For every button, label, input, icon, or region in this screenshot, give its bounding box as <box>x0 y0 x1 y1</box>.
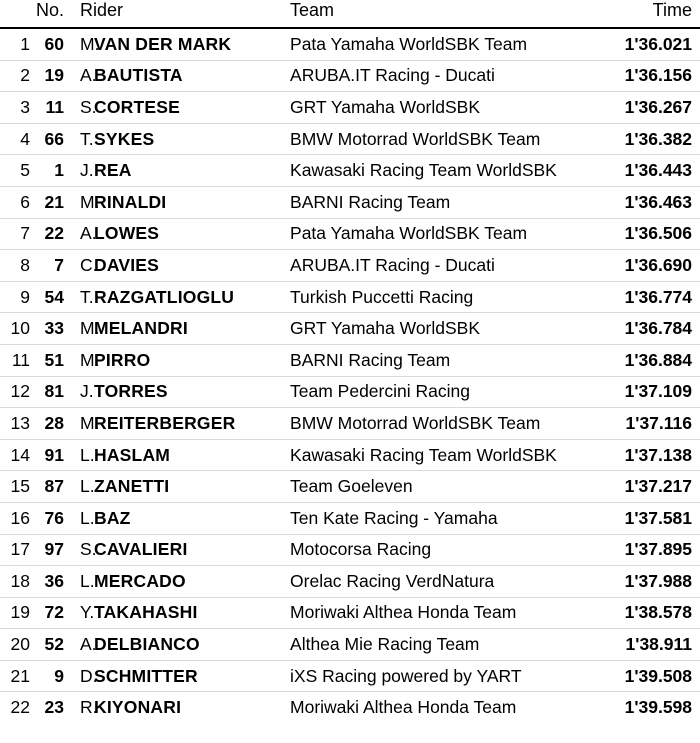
table-row <box>0 502 700 534</box>
cell-time: 1'37.138 <box>580 439 700 471</box>
table-row <box>0 629 700 661</box>
cell-rider-name: PIRRO <box>94 344 282 376</box>
cell-rider-name: DELBIANCO <box>94 629 282 661</box>
cell-time: 1'37.217 <box>580 471 700 503</box>
cell-number: 19 <box>34 60 70 92</box>
cell-team: BMW Motorrad WorldSBK Team <box>282 123 580 155</box>
cell-number: 21 <box>34 186 70 218</box>
table-row <box>0 218 700 250</box>
cell-number: 7 <box>34 250 70 282</box>
cell-position: 22 <box>10 697 30 718</box>
cell-number: 28 <box>34 408 70 440</box>
cell-team: Pata Yamaha WorldSBK Team <box>282 218 580 250</box>
cell-rider-name: HASLAM <box>94 439 282 471</box>
cell-team: Team Pedercini Racing <box>282 376 580 408</box>
cell-position: 15 <box>0 471 34 503</box>
cell-initial: M. <box>70 408 94 440</box>
cell-position: 1 <box>0 28 34 60</box>
table-row <box>0 28 700 60</box>
cell-team: Moriwaki Althea Honda Team <box>282 597 580 629</box>
cell-number: 54 <box>34 281 70 313</box>
cell-initial: L. <box>70 439 94 471</box>
cell-number: 91 <box>34 439 70 471</box>
cell-rider-name: KIYONARI <box>94 697 182 718</box>
table-row <box>0 376 700 408</box>
cell-rider-name: TORRES <box>94 376 282 408</box>
cell-initial: C. <box>70 250 94 282</box>
table-row <box>0 439 700 471</box>
cell-position: 6 <box>0 186 34 218</box>
column-header-position <box>0 0 34 28</box>
cell-team: Orelac Racing VerdNatura <box>282 566 580 598</box>
cell-initial: T. <box>70 281 94 313</box>
cell-number: 11 <box>34 92 70 124</box>
cell-time: 1'38.578 <box>580 597 700 629</box>
cell-time: 1'36.021 <box>580 28 700 60</box>
cell-initial: M. <box>70 344 94 376</box>
cell-team: BMW Motorrad WorldSBK Team <box>282 408 580 440</box>
cell-team: Team Goeleven <box>282 471 580 503</box>
cell-team: Pata Yamaha WorldSBK Team <box>282 28 580 60</box>
cell-number: 22 <box>34 218 70 250</box>
cell-time: 1'36.267 <box>580 92 700 124</box>
cell-initial: A. <box>70 60 94 92</box>
cell-position: 2 <box>0 60 34 92</box>
cell-team: Turkish Puccetti Racing <box>282 281 580 313</box>
cell-rider-name: BAUTISTA <box>94 60 282 92</box>
cell-team: Moriwaki Althea Honda Team <box>290 697 517 718</box>
cell-initial: T. <box>70 123 94 155</box>
cell-team: BARNI Racing Team <box>282 186 580 218</box>
cell-time: 1'38.911 <box>580 629 700 661</box>
cell-position: 9 <box>0 281 34 313</box>
cell-rider-name: RAZGATLIOGLU <box>94 281 282 313</box>
column-header-team: Team <box>282 0 580 28</box>
cell-rider-name: VAN DER MARK <box>94 28 282 60</box>
cell-time: 1'36.690 <box>580 250 700 282</box>
table-row <box>0 123 700 155</box>
cell-initial: J. <box>70 155 94 187</box>
cell-position: 5 <box>0 155 34 187</box>
cell-time: 1'36.463 <box>580 186 700 218</box>
cell-number: 72 <box>34 597 70 629</box>
cell-rider-name: MELANDRI <box>94 313 282 345</box>
cell-time: 1'39.508 <box>580 660 700 692</box>
cell-position: 7 <box>0 218 34 250</box>
cell-number: 36 <box>34 566 70 598</box>
table-row <box>0 250 700 282</box>
cell-rider-name: REA <box>94 155 282 187</box>
cell-number: 9 <box>34 660 70 692</box>
cell-rider-name: REITERBERGER <box>94 408 282 440</box>
table-row <box>0 471 700 503</box>
cell-number: 1 <box>34 155 70 187</box>
cell-initial: Y. <box>70 597 94 629</box>
cell-time: 1'37.988 <box>580 566 700 598</box>
cell-position: 14 <box>0 439 34 471</box>
cell-rider-name: ZANETTI <box>94 471 282 503</box>
cell-number: 66 <box>34 123 70 155</box>
cell-rider-name: MERCADO <box>94 566 282 598</box>
cell-position: 10 <box>0 313 34 345</box>
cell-time: 1'37.116 <box>580 408 700 440</box>
cell-team: Motocorsa Racing <box>282 534 580 566</box>
cell-number: 81 <box>34 376 70 408</box>
cell-initial: R. <box>80 697 98 718</box>
table-row <box>0 408 700 440</box>
cell-team: Ten Kate Racing - Yamaha <box>282 502 580 534</box>
cell-time: 1'37.581 <box>580 502 700 534</box>
table-row <box>0 344 700 376</box>
table-row <box>0 155 700 187</box>
cell-position: 17 <box>0 534 34 566</box>
cell-number: 97 <box>34 534 70 566</box>
cell-team: iXS Racing powered by YART <box>282 660 580 692</box>
cell-initial: M. <box>70 313 94 345</box>
table-row <box>0 92 700 124</box>
cell-team: Althea Mie Racing Team <box>282 629 580 661</box>
column-header-time: Time <box>580 0 700 28</box>
column-header-rider: Rider <box>70 0 282 28</box>
cell-initial: L. <box>70 502 94 534</box>
cell-rider-name: SCHMITTER <box>94 660 282 692</box>
table-row <box>0 692 700 723</box>
table-row <box>0 597 700 629</box>
cell-rider-name: LOWES <box>94 218 282 250</box>
cell-position: 21 <box>0 660 34 692</box>
table-row <box>0 566 700 598</box>
table-row <box>0 60 700 92</box>
cell-number: 60 <box>34 28 70 60</box>
cell-position: 19 <box>0 597 34 629</box>
cell-time: 1'36.774 <box>580 281 700 313</box>
cell-initial: J. <box>70 376 94 408</box>
cell-initial: L. <box>70 566 94 598</box>
cell-initial: S. <box>70 534 94 566</box>
cell-position: 8 <box>0 250 34 282</box>
cell-team: Kawasaki Racing Team WorldSBK <box>282 439 580 471</box>
table-row <box>0 534 700 566</box>
cell-position: 20 <box>0 629 34 661</box>
cell-position: 11 <box>0 344 34 376</box>
cell-team: Kawasaki Racing Team WorldSBK <box>282 155 580 187</box>
cell-rider-name: DAVIES <box>94 250 282 282</box>
cell-team: ARUBA.IT Racing - Ducati <box>282 60 580 92</box>
table-row <box>0 281 700 313</box>
cell-time: 1'36.506 <box>580 218 700 250</box>
cell-initial: A. <box>70 218 94 250</box>
cell-team: GRT Yamaha WorldSBK <box>282 92 580 124</box>
cell-position: 3 <box>0 92 34 124</box>
cell-time: 1'39.598 <box>624 697 693 718</box>
cell-rider-name: CORTESE <box>94 92 282 124</box>
cell-position: 18 <box>0 566 34 598</box>
cell-team: ARUBA.IT Racing - Ducati <box>282 250 580 282</box>
cell-time: 1'36.784 <box>580 313 700 345</box>
cell-time: 1'36.884 <box>580 344 700 376</box>
cell-time: 1'37.895 <box>580 534 700 566</box>
cell-time: 1'37.109 <box>580 376 700 408</box>
table-row <box>0 313 700 345</box>
cell-number: 33 <box>34 313 70 345</box>
cell-rider-name: CAVALIERI <box>94 534 282 566</box>
cell-team: GRT Yamaha WorldSBK <box>282 313 580 345</box>
cell-number: 23 <box>44 697 64 718</box>
cell-initial: M. <box>70 28 94 60</box>
column-header-number: No. <box>34 0 70 28</box>
cell-rider-name: RINALDI <box>94 186 282 218</box>
cell-rider-name: SYKES <box>94 123 282 155</box>
cell-team: BARNI Racing Team <box>282 344 580 376</box>
cell-time: 1'36.443 <box>580 155 700 187</box>
cell-rider-name: TAKAHASHI <box>94 597 282 629</box>
cell-number: 76 <box>34 502 70 534</box>
cell-position: 4 <box>0 123 34 155</box>
cell-position: 13 <box>0 408 34 440</box>
cell-rider-name: BAZ <box>94 502 282 534</box>
table-row <box>0 660 700 692</box>
cell-time: 1'36.156 <box>580 60 700 92</box>
cell-position: 16 <box>0 502 34 534</box>
table-row <box>0 186 700 218</box>
cell-initial: A. <box>70 629 94 661</box>
cell-initial: D. <box>70 660 94 692</box>
table-header-row <box>0 0 700 28</box>
table-body <box>0 28 700 723</box>
cell-initial: L. <box>70 471 94 503</box>
cell-number: 87 <box>34 471 70 503</box>
cell-position: 12 <box>0 376 34 408</box>
cell-time: 1'36.382 <box>580 123 700 155</box>
cell-number: 51 <box>34 344 70 376</box>
table-header <box>0 0 700 28</box>
cell-initial: M. <box>70 186 94 218</box>
cell-number: 52 <box>34 629 70 661</box>
cell-initial: S. <box>70 92 94 124</box>
